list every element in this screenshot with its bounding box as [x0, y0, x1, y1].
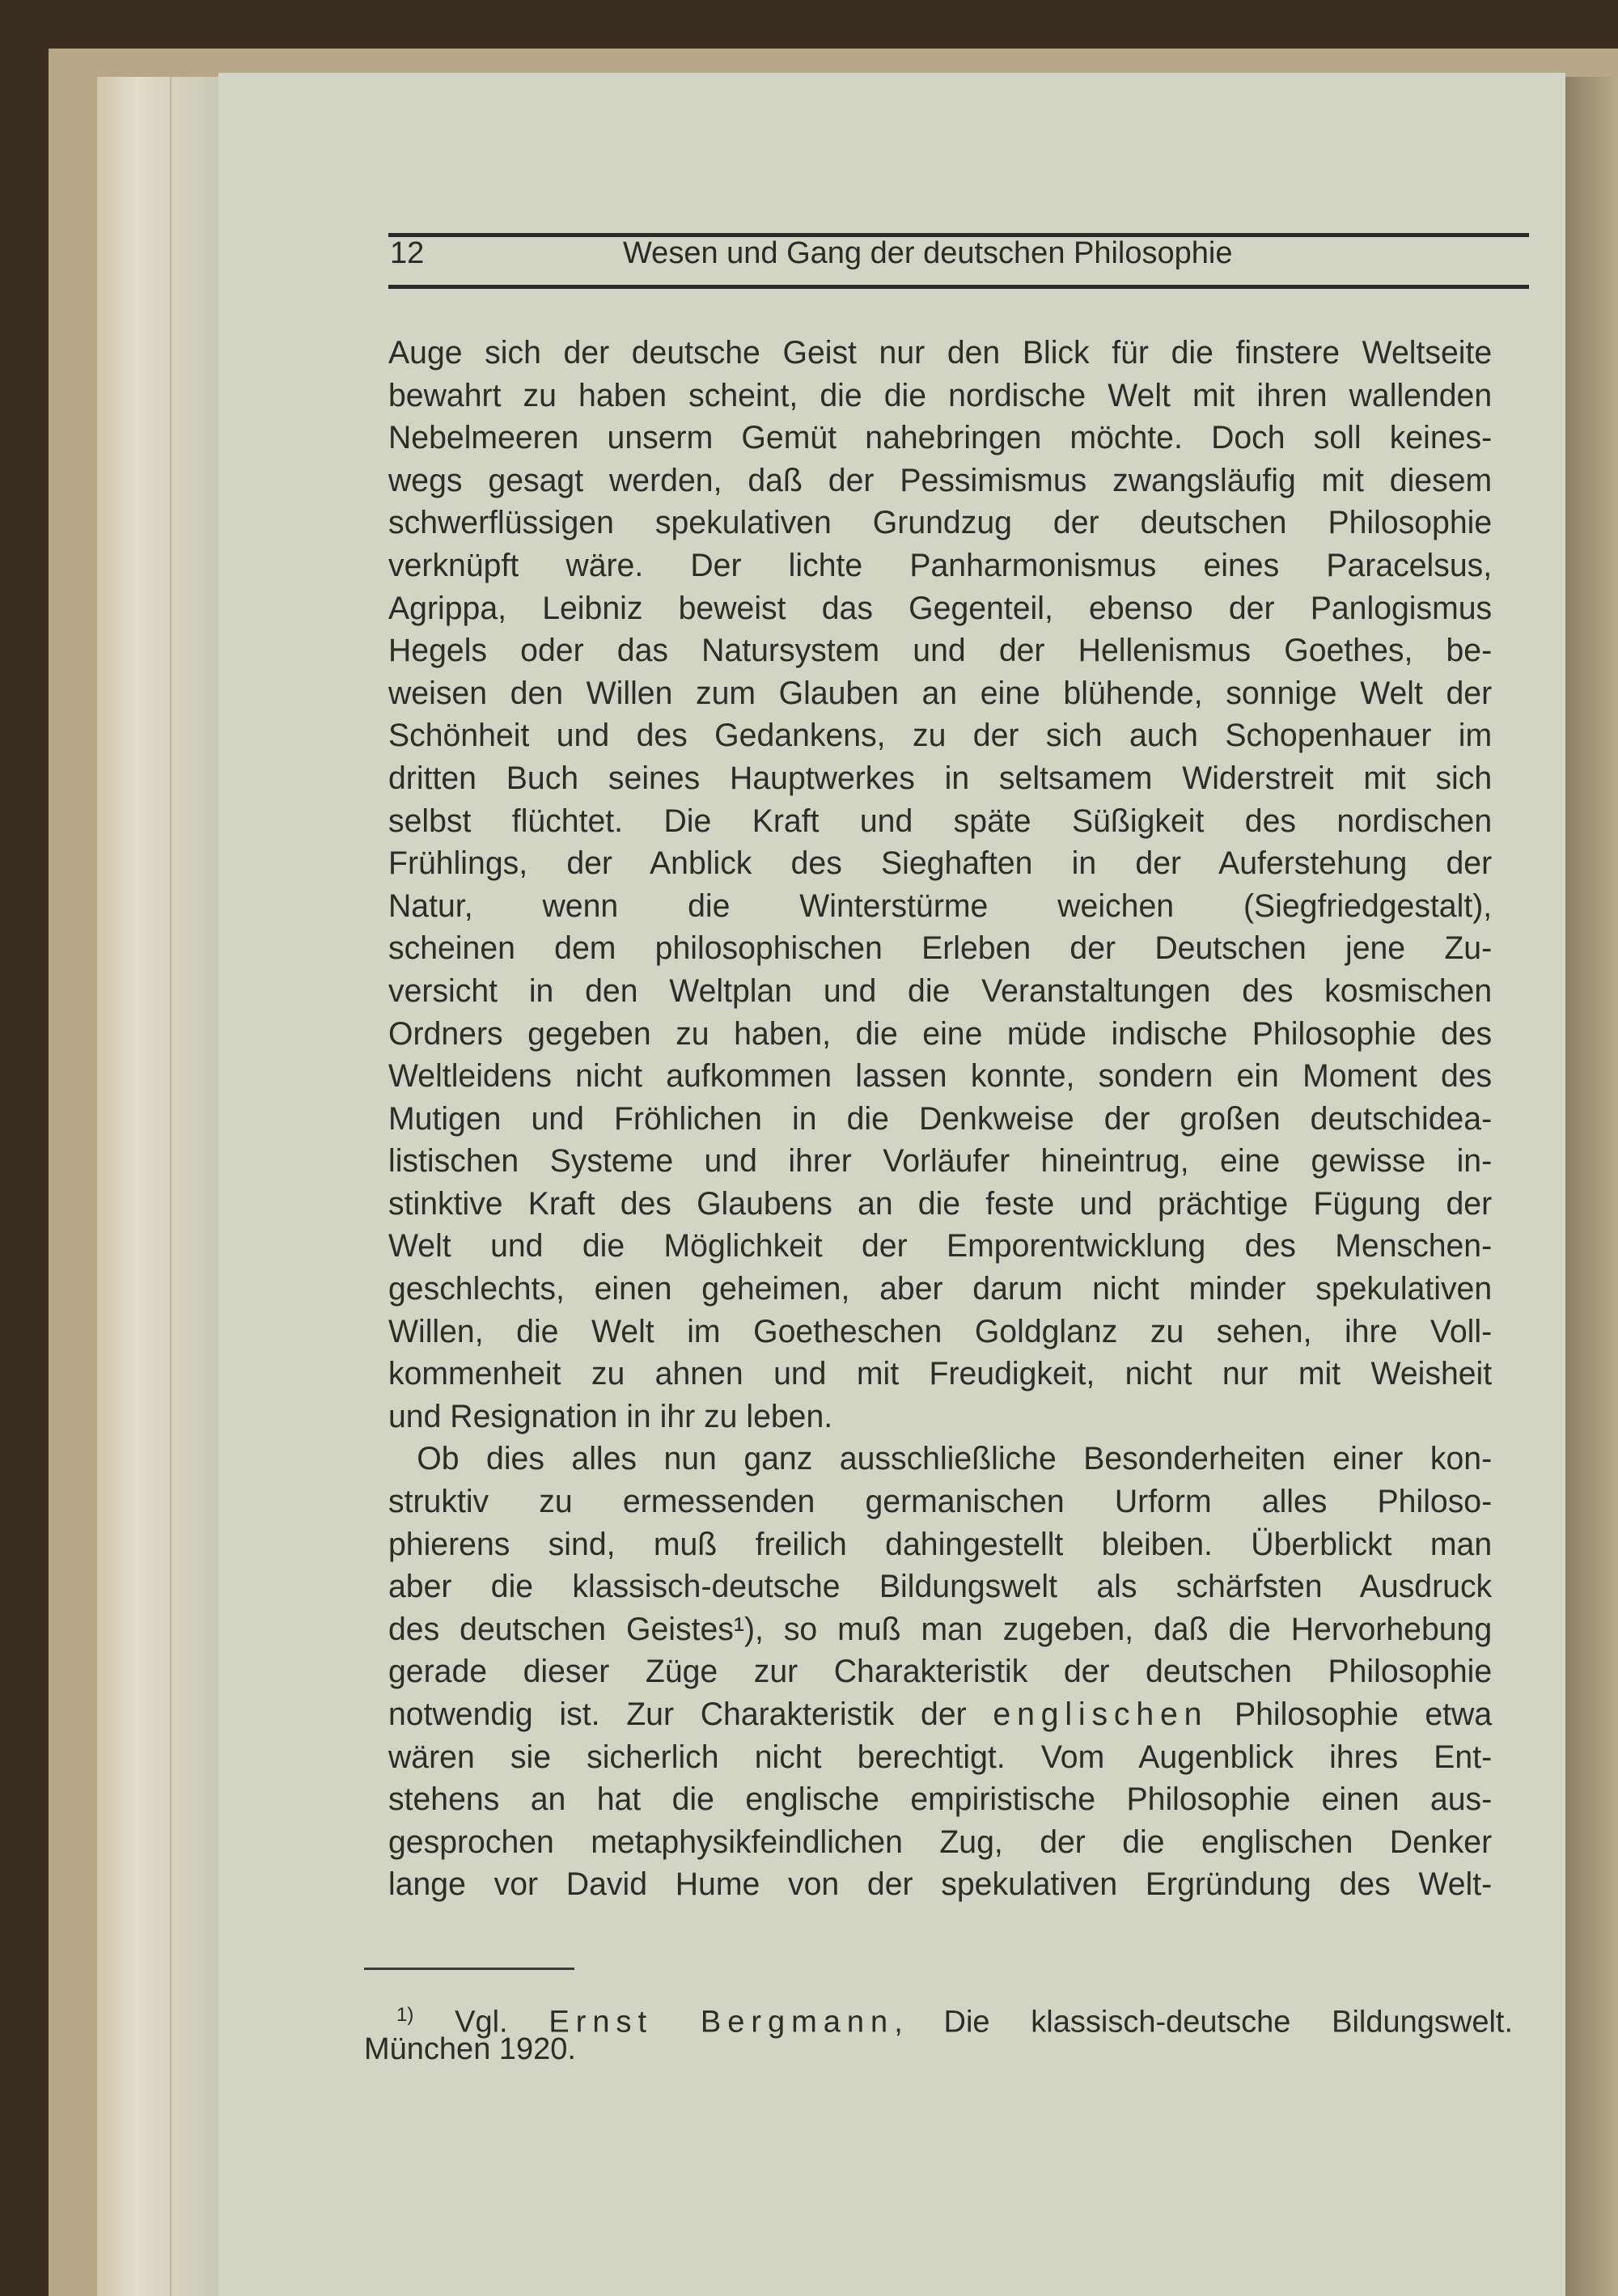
text-line: wegs gesagt werden, daß der Pessimismus zwangsläufig mit diesem — [388, 462, 1493, 498]
text-line: wären sie sicherlich nicht berechtigt. Vom Augenblick ihres Ent- — [388, 1739, 1493, 1775]
text-line: selbst flüchtet. Die Kraft und späte Süßigkeit des nordischen — [388, 803, 1493, 839]
paragraph-2 — [388, 1438, 1514, 1906]
text-line: Agrippa, Leibniz beweist das Gegenteil, ebenso der Panlogismus — [388, 590, 1493, 626]
text-line: Ob dies alles nun ganz ausschließliche Besonderheiten einer kon- — [417, 1441, 1493, 1477]
text-line: verknüpft wäre. Der lichte Panharmonismus eines Paracelsus, — [388, 547, 1493, 583]
text-line: Frühlings, der Anblick des Sieghaften in der Auferstehung der — [388, 845, 1493, 882]
text-line: gerade dieser Züge zur Charakteristik der deutschen Philosophie — [388, 1654, 1493, 1690]
text-line: und Resignation in ihr zu leben. — [388, 1398, 833, 1434]
text-line: scheinen dem philosophischen Erleben der Deutschen jene Zu- — [388, 930, 1493, 967]
footnote-marker: 1) — [396, 2004, 414, 2026]
text-line: Natur, wenn die Winterstürme weichen (Siegfriedgestalt), — [388, 887, 1493, 924]
right-cover-edge — [1565, 77, 1618, 2296]
text-line: Weltleidens nicht aufkommen lassen konnte, sondern ein Moment des — [388, 1058, 1493, 1095]
text-line: geschlechts, einen geheimen, aber darum nicht minder spekulativen — [388, 1271, 1493, 1307]
text-line: Auge sich der deutsche Geist nur den Blick für die finstere Weltseite — [388, 335, 1493, 371]
paragraph-1 — [388, 332, 1514, 1438]
text-line: schwerflüssigen spekulativen Grundzug der deutschen Philosophie — [388, 505, 1493, 541]
text-segment: notwendig ist. Zur Charakteristik der — [388, 1697, 993, 1732]
text-line: gesprochen metaphysikfeindlichen Zug, der die englischen Denker — [388, 1824, 1493, 1860]
text-line: struktiv zu ermessenden germanischen Urform alles Philoso- — [388, 1484, 1493, 1520]
running-title: Wesen und Gang der deutschen Philosophie — [623, 236, 1233, 270]
text-line: Willen, die Welt im Goetheschen Goldglanz zu sehen, ihre Voll- — [388, 1313, 1493, 1349]
emphasized-word: englischen — [993, 1697, 1209, 1732]
text-line: Welt und die Möglichkeit der Emporentwicklung des Menschen- — [388, 1228, 1493, 1264]
text-line: stinktive Kraft des Glaubens an die feste und prächtige Fügung der — [388, 1185, 1493, 1222]
text-line: versicht in den Weltplan und die Veranstaltungen des kosmischen — [388, 972, 1493, 1009]
text-line — [388, 1693, 1492, 1736]
text-line: phierens sind, muß freilich dahingestellt bleiben. Überblickt man — [388, 1526, 1493, 1562]
footnote-line-2: München 1920. — [364, 2032, 576, 2066]
body-text — [388, 332, 1514, 1906]
text-line: lange vor David Hume von der spekulativen Ergründung des Welt- — [388, 1866, 1493, 1903]
footnote-prefix: Vgl. — [455, 2005, 508, 2040]
header-rule-bottom — [388, 285, 1529, 289]
text-line: listischen Systeme und ihrer Vorläufer hineintrug, eine gewisse in- — [388, 1143, 1493, 1180]
text-line: stehens an hat die englische empiristische Philosophie einen aus- — [388, 1781, 1493, 1818]
text-segment: Philosophie etwa — [1208, 1697, 1493, 1732]
text-line: Schönheit und des Gedankens, zu der sich auch Schopenhauer im — [388, 718, 1493, 754]
text-line: Hegels oder das Natursystem und der Hellenismus Goethes, be- — [388, 633, 1493, 669]
text-line: des deutschen Geistes¹), so muß man zugeben, daß die Hervorhebung — [388, 1611, 1493, 1647]
text-line: Ordners gegeben zu haben, die eine müde indische Philosophie des — [388, 1015, 1493, 1052]
footnote-title: , Die klassisch-deutsche Bildungswelt. — [894, 2005, 1514, 2040]
page-number: 12 — [390, 236, 425, 270]
footnote — [364, 1998, 1513, 2066]
text-line: dritten Buch seines Hauptwerkes in seltsamem Widerstreit mit sich — [388, 760, 1493, 796]
text-line: Mutigen und Fröhlichen in die Denkweise der großen deutschidea- — [388, 1100, 1493, 1137]
page-stack-edge — [97, 77, 227, 2296]
footnote-rule — [364, 1968, 574, 1970]
text-line: kommenheit zu ahnen und mit Freudigkeit, nicht nur mit Weisheit — [388, 1356, 1493, 1392]
text-line: weisen den Willen zum Glauben an eine blühende, sonnige Welt der — [388, 675, 1493, 711]
text-line: bewahrt zu haben scheint, die die nordische Welt mit ihren wallenden — [388, 377, 1493, 413]
text-line: aber die klassisch-deutsche Bildungswelt als schärfsten Ausdruck — [388, 1569, 1493, 1605]
footnote-line-1 — [364, 1998, 1514, 2040]
text-line: Nebelmeeren unserm Gemüt nahebringen möchte. Doch soll keines- — [388, 420, 1493, 456]
footnote-author: Ernst Bergmann — [549, 2005, 895, 2040]
